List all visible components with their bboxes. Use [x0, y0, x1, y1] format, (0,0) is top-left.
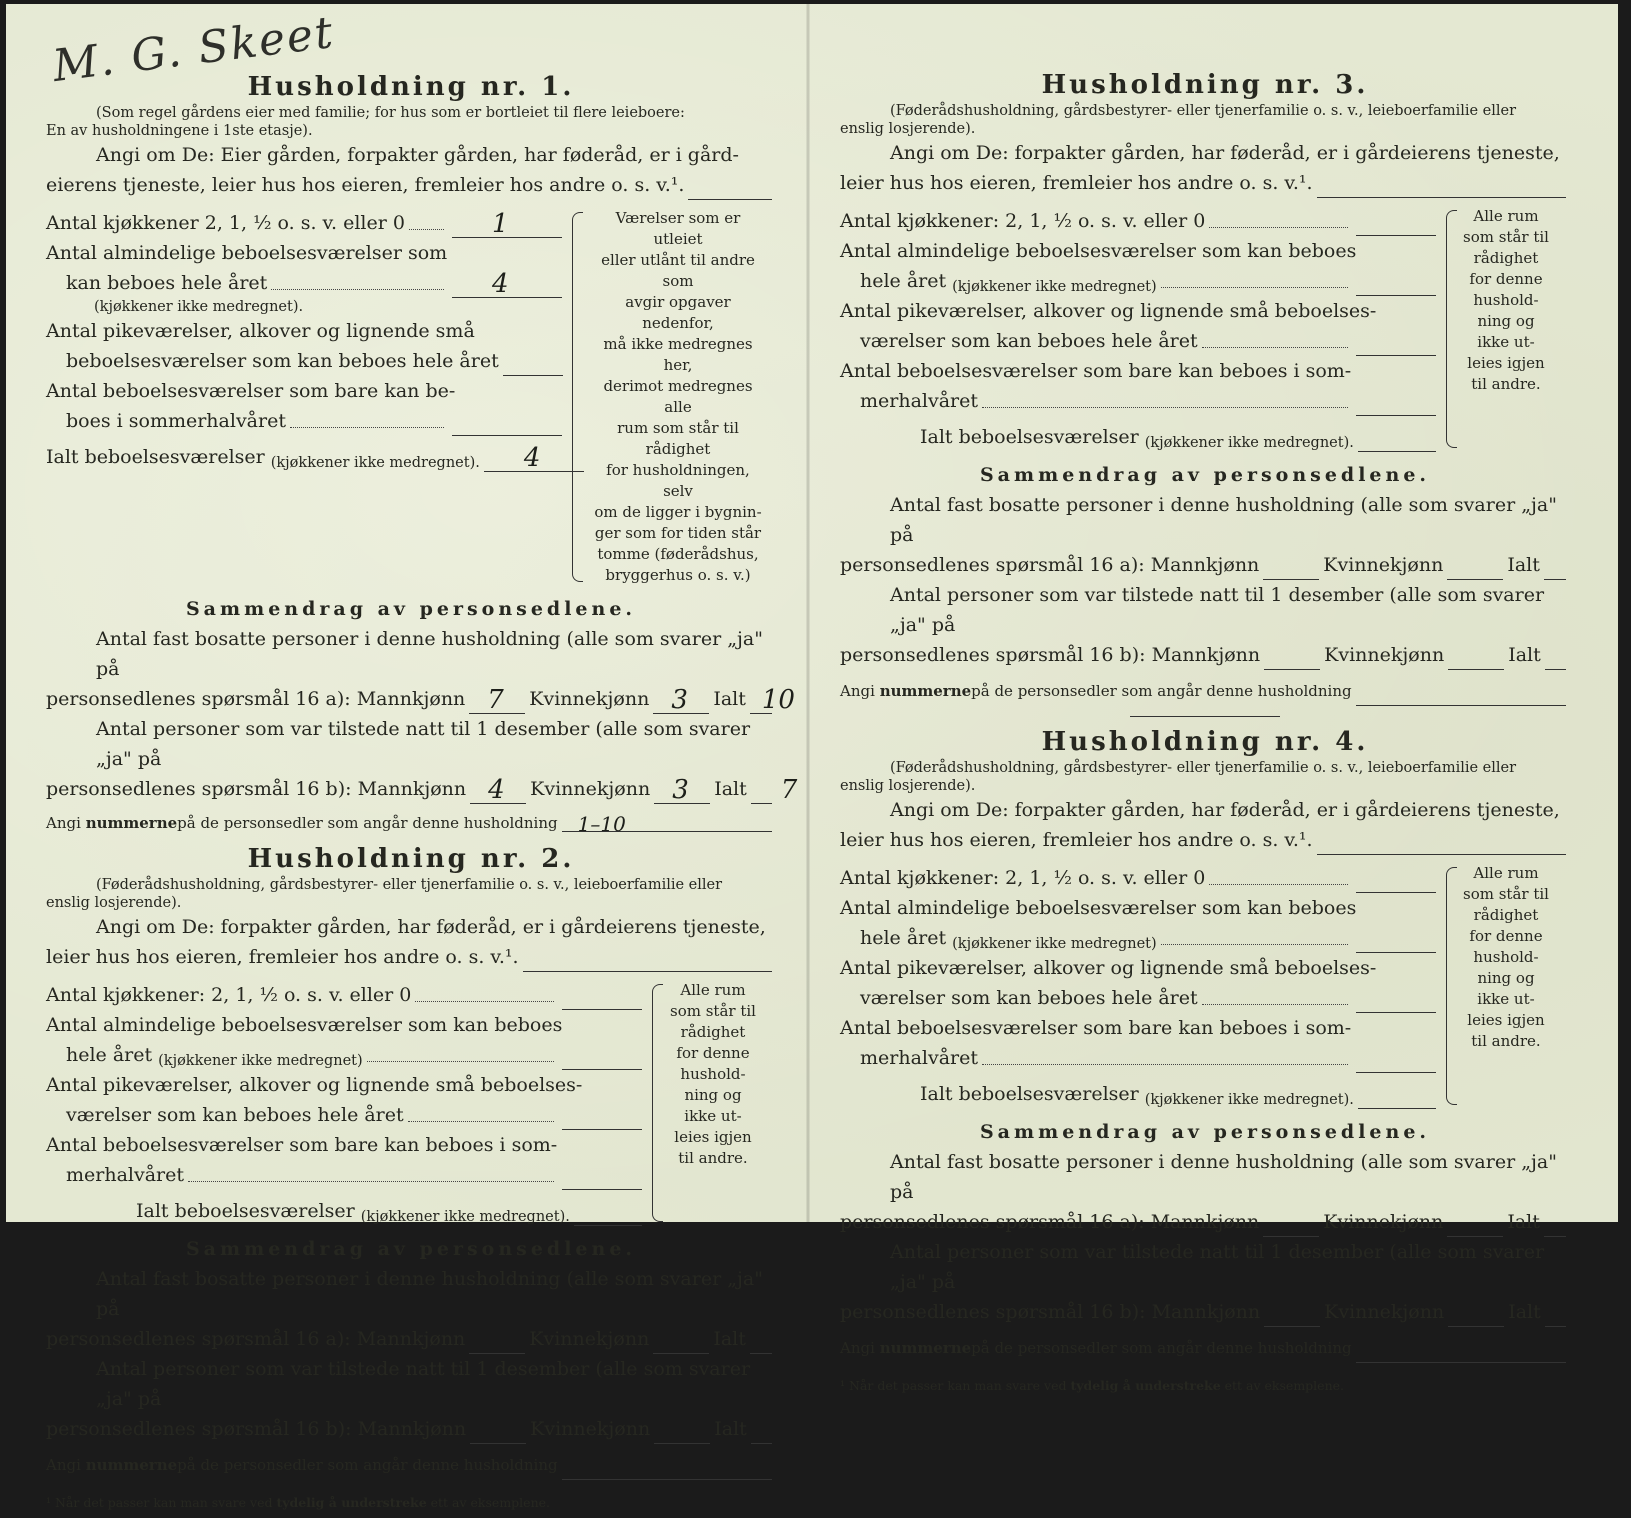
household-3-rooms: Antal kjøkkener: 2, 1, ½ o. s. v. eller 0 Antal almindelige beboelsesværelser som kan beboes hele året (kjøkkener ikke medregnet) Antal pikeværelser, alkover og lignende små beboelses- værelser som kan beboes hele året Antal beboelsesværelser som bare kan beboes i som- merhalvåret Ialt beboelsesværelser (kjøkkener ikke medregnet). Alle rum som står til rådighet for denne hushold- ning og ikke ut- leies igjen til andre.	[840, 207, 1549, 451]
household-4-maid-rooms-field[interactable]	[1356, 991, 1436, 1013]
household-2-kitchens-field[interactable]	[562, 988, 642, 1010]
household-4-b-male-field[interactable]	[1264, 1305, 1320, 1327]
household-1-kitchens-value: 1	[492, 209, 509, 239]
household-1-maid-rooms-field[interactable]	[503, 354, 563, 376]
household-2-maid-rooms-field[interactable]	[562, 1108, 642, 1130]
household-1-rooms-field[interactable]	[452, 269, 562, 299]
household-4-total-rooms-field[interactable]	[1358, 1087, 1436, 1109]
household-4-summer-rooms-field[interactable]	[1356, 1051, 1436, 1073]
household-1-b-total-field[interactable]: 7	[751, 782, 772, 804]
household-3-b-total-field[interactable]	[1545, 648, 1566, 670]
household-2-summary-title: Sammendrag av personsedlene.	[185, 1238, 637, 1260]
household-1-rooms-note: Værelser som er utleiet eller utlånt til andre som avgir opgaver nedenfor, må ikke medregnes her, derimot medregnes alle rum som står til rådighet for husholdningen, selv om de ligger i bygnin- ger som for tiden står tomme (føderådshus, bryggerhus o. s. v.)	[566, 208, 766, 586]
household-3-rooms-field[interactable]	[1356, 274, 1436, 296]
household-4-kitchens-field[interactable]	[1356, 871, 1436, 893]
household-1-status-field[interactable]	[688, 178, 772, 200]
household-4-a-male-field[interactable]	[1263, 1215, 1319, 1237]
household-1: Husholdning nr. 1. (Som regel gårdens eier med familie; for hus som er bortleiet til flere leieboere: En av husholdningene i 1ste etasje). Angi om De: Eier gården, forpakter gården, har føderåd, er i gård- eierens tjeneste, leier hus hos eieren, fremleier hos andre o. s. v.¹. Antal kjøkkener 2, 1, ½ o. s. v. eller 0 1 Antal almindelige beboelsesværelser som kan beboes hele året 4 (kjøkkener ikke medregnet). Antal pikeværelser, alkover og lignende små beboelsesværelser som kan beboes hele året Antal beboelsesværelser som bare kan be- boes i sommerhalvåret Ialt beboelsesværelser (kjøkkener ikke medregnet). 4 Værelser som er utleiet eller utlånt til andre som avgir opgaver nedenfor, må ikke medregnes her, derimot medregnes alle rum som står til rådighet for husholdningen, selv om de ligger i bygnin- ger som for tiden står tomme (føderådshus, bryggerhus o. s. v.) Sammendrag av personsedlene. Antal fast bosatte personer i denne husholdning (alle som svarer „ja" på personsedlenes spørsmål 16 a): Mannkjønn 7 Kvinnekjønn 3 Ialt 10 Antal personer som var tilstede natt til 1 desember (alle som svarer „ja" på personsedlenes spørsmål 16 b): Mannkjønn 4 Kvinnekjønn 3 Ialt 7 Angi nummerne på de personsedler som angår denne husholdning 1–10	[46, 72, 798, 836]
household-3-maid-rooms-field[interactable]	[1356, 334, 1436, 356]
household-4-instructions: (Føderådshusholdning, gårdsbestyrer- eller tjenerfamilie o. s. v., leieboerfamilie eller enslig losjerende).	[840, 760, 1517, 794]
household-4-rooms-field[interactable]	[1356, 931, 1436, 953]
household-4-a-total-field[interactable]	[1544, 1215, 1566, 1237]
household-1-rooms-value: 4	[492, 269, 509, 299]
household-4-b-female-field[interactable]	[1448, 1305, 1504, 1327]
household-1-instructions: (Som regel gårdens eier med familie; for hus som er bortleiet til flere leieboere: En av husholdningene i 1ste etasje).	[46, 105, 685, 139]
household-2-summer-rooms-field[interactable]	[562, 1168, 642, 1190]
household-3-total-rooms-field[interactable]	[1358, 430, 1436, 452]
household-1-title: Husholdning nr. 1.	[247, 72, 575, 102]
household-2-instructions: (Føderådshusholdning, gårdsbestyrer- eller tjenerfamilie o. s. v., leieboerfamilie eller enslig losjerende).	[46, 877, 723, 911]
household-2-b-male-field[interactable]	[470, 1422, 526, 1444]
divider	[1130, 716, 1280, 717]
household-1-summer-rooms-field[interactable]	[452, 414, 562, 436]
household-2-numbers-field[interactable]	[562, 1458, 772, 1480]
household-2-a-male-field[interactable]	[469, 1332, 525, 1354]
household-4-rooms-note: Alle rum som står til rådighet for denne hushold- ning og ikke ut- leies igjen til andre.	[1440, 863, 1550, 1109]
household-3-a-female-field[interactable]	[1447, 558, 1503, 580]
household-1-numbers-line: Angi nummerne på de personsedler som angår denne husholdning 1–10	[46, 810, 776, 832]
household-2-a-total-field[interactable]	[750, 1332, 772, 1354]
household-1-a-female-field[interactable]: 3	[653, 692, 709, 714]
household-3-a-male-field[interactable]	[1263, 558, 1319, 580]
household-1-numbers-field[interactable]: 1–10	[562, 810, 772, 832]
household-3-b-female-field[interactable]	[1448, 648, 1504, 670]
footnote-left: ¹ Når det passer kan man svare ved tydelig å understreke ett av eksemplene.	[46, 1495, 550, 1510]
household-4-status-field[interactable]	[1317, 833, 1566, 855]
household-4-b-total-field[interactable]	[1545, 1305, 1566, 1327]
household-4-title: Husholdning nr. 4.	[1041, 727, 1369, 757]
household-1-total-rooms-value: 4	[523, 443, 541, 473]
household-1-a-male-field[interactable]: 7	[469, 692, 525, 714]
household-3-a-total-field[interactable]	[1544, 558, 1566, 580]
household-2-total-rooms-field[interactable]	[574, 1204, 642, 1226]
household-4-numbers-field[interactable]	[1356, 1341, 1566, 1363]
household-4-summary-title: Sammendrag av personsedlene.	[979, 1121, 1431, 1143]
household-3-kitchens-field[interactable]	[1356, 214, 1436, 236]
household-3-title: Husholdning nr. 3.	[1041, 70, 1369, 100]
household-2-status-field[interactable]	[523, 950, 772, 972]
household-1-angi-line-1: Angi om De: Eier gården, forpakter gården, har føderåd, er i gård-	[96, 144, 739, 166]
household-3: Husholdning nr. 3. (Føderådshusholdning, gårdsbestyrer- eller tjenerfamilie o. s. v., leieboerfamilie eller enslig losjerende). Angi om De: forpakter gården, har føderåd, er i gårdeierens tjeneste, leier hus hos eieren, fremleier hos andre o. s. v.¹. Antal kjøkkener: 2, 1, ½ o. s. v. eller 0 Antal almindelige beboelsesværelser som kan beboes hele året (kjøkkener ikke medregnet) Antal pikeværelser, alkover og lignende små beboelses- værelser som kan beboes hele året Antal beboelsesværelser som bare kan beboes i som- merhalvåret Ialt beboelsesværelser (kjøkkener ikke medregnet). Alle rum som står til rådighet for denne hushold- ning og ikke ut- leies igjen til andre. Sammendrag av personsedlene. Antal fast bosatte personer i denne husholdning (alle som svarer „ja" på personsedlenes spørsmål 16 a): Mannkjønn Kvinnekjønn Ialt Antal personer som var tilstede natt til 1 desember (alle som svarer „ja" på personsedlenes spørsmål 16 b): Mannkjønn Kvinnekjønn Ialt Angi nummerne på de personsedler som angår denne husholdning	[840, 70, 1570, 717]
footnote-right: ¹ Når det passer kan man svare ved tydelig å understreke ett av eksemplene.	[840, 1378, 1344, 1393]
household-1-angi-line-2: eierens tjeneste, leier hus hos eieren, fremleier hos andre o. s. v.¹.	[46, 170, 776, 200]
household-3-summary-title: Sammendrag av personsedlene.	[979, 464, 1431, 486]
household-3-numbers-field[interactable]	[1356, 684, 1566, 706]
household-4-a-female-field[interactable]	[1447, 1215, 1503, 1237]
left-column	[46, 72, 798, 1518]
handwritten-name: M. G. Skeet	[49, 6, 338, 93]
household-2-rooms-note: Alle rum som står til rådighet for denne hushold- ning og ikke ut- leies igjen til andre.	[646, 980, 756, 1226]
household-3-rooms-note: Alle rum som står til rådighet for denne hushold- ning og ikke ut- leies igjen til andre.	[1440, 206, 1550, 452]
household-1-rooms: Antal kjøkkener 2, 1, ½ o. s. v. eller 0 1 Antal almindelige beboelsesværelser som kan beboes hele året 4 (kjøkkener ikke medregnet). Antal pikeværelser, alkover og lignende små beboelsesværelser som kan beboes hele året Antal beboelsesværelser som bare kan be- boes i sommerhalvåret Ialt beboelsesværelser (kjøkkener ikke medregnet). 4 Værelser som er utleiet eller utlånt til andre som avgir opgaver nedenfor, må ikke medregnes her, derimot medregnes alle rum som står til rådighet for husholdningen, selv om de ligger i bygnin- ger som for tiden står tomme (føderådshus, bryggerhus o. s. v.)	[46, 208, 776, 586]
household-2-rooms-field[interactable]	[562, 1048, 642, 1070]
page-fold	[806, 4, 810, 1222]
household-2-b-total-field[interactable]	[751, 1422, 772, 1444]
household-2-a-female-field[interactable]	[653, 1332, 709, 1354]
household-1-a-total-field[interactable]: 10	[750, 692, 772, 714]
household-4: Husholdning nr. 4. (Føderådshusholdning, gårdsbestyrer- eller tjenerfamilie o. s. v., leieboerfamilie eller enslig losjerende). Angi om De: forpakter gården, har føderåd, er i gårdeierens tjeneste, leier hus hos eieren, fremleier hos andre o. s. v.¹. Antal kjøkkener: 2, 1, ½ o. s. v. eller 0 Antal almindelige beboelsesværelser som kan beboes hele året (kjøkkener ikke medregnet) Antal pikeværelser, alkover og lignende små beboelses- værelser som kan beboes hele året Antal beboelsesværelser som bare kan beboes i som- merhalvåret Ialt beboelsesværelser (kjøkkener ikke medregnet). Alle rum som står til rådighet for denne hushold- ning og ikke ut- leies igjen til andre. Sammendrag av personsedlene. Antal fast bosatte personer i denne husholdning (alle som svarer „ja" på personsedlenes spørsmål 16 a): Mannkjønn Kvinnekjønn Ialt Antal personer som var tilstede natt til 1 desember (alle som svarer „ja" på personsedlenes spørsmål 16 b): Mannkjønn Kvinnekjønn Ialt Angi nummerne på de personsedler som angår denne husholdning ¹ Når det passer kan man svare ved tydelig å understreke ett av eksemplene.	[840, 727, 1570, 1401]
right-column	[840, 70, 1570, 1401]
household-3-instructions: (Føderådshusholdning, gårdsbestyrer- eller tjenerfamilie o. s. v., leieboerfamilie eller enslig losjerende).	[840, 103, 1517, 137]
household-3-summer-rooms-field[interactable]	[1356, 394, 1436, 416]
household-1-resident-counts: personsedlenes spørsmål 16 a): Mannkjønn 7 Kvinnekjønn 3 Ialt 10	[46, 685, 795, 715]
household-2-title: Husholdning nr. 2.	[247, 844, 575, 874]
household-1-b-male-field[interactable]: 4	[470, 782, 526, 804]
household-4-rooms: Antal kjøkkener: 2, 1, ½ o. s. v. eller 0 Antal almindelige beboelsesværelser som kan beboes hele året (kjøkkener ikke medregnet) Antal pikeværelser, alkover og lignende små beboelses- værelser som kan beboes hele året Antal beboelsesværelser som bare kan beboes i som- merhalvåret Ialt beboelsesværelser (kjøkkener ikke medregnet). Alle rum som står til rådighet for denne hushold- ning og ikke ut- leies igjen til andre.	[840, 864, 1549, 1108]
household-2-rooms: Antal kjøkkener: 2, 1, ½ o. s. v. eller 0 Antal almindelige beboelsesværelser som kan beboes hele året (kjøkkener ikke medregnet) Antal pikeværelser, alkover og lignende små beboelses- værelser som kan beboes hele året Antal beboelsesværelser som bare kan beboes i som- merhalvåret Ialt beboelsesværelser (kjøkkener ikke medregnet). Alle rum som står til rådighet for denne hushold- ning og ikke ut- leies igjen til andre.	[46, 981, 756, 1225]
household-2-b-female-field[interactable]	[654, 1422, 710, 1444]
household-2: Husholdning nr. 2. (Føderådshusholdning, gårdsbestyrer- eller tjenerfamilie o. s. v., leieboerfamilie eller enslig losjerende). Angi om De: forpakter gården, har føderåd, er i gårdeierens tjeneste, leier hus hos eieren, fremleier hos andre o. s. v.¹. Antal kjøkkener: 2, 1, ½ o. s. v. eller 0 Antal almindelige beboelsesværelser som kan beboes hele året (kjøkkener ikke medregnet) Antal pikeværelser, alkover og lignende små beboelses- værelser som kan beboes hele året Antal beboelsesværelser som bare kan beboes i som- merhalvåret Ialt beboelsesværelser (kjøkkener ikke medregnet). Alle rum som står til rådighet for denne hushold- ning og ikke ut- leies igjen til andre. Sammendrag av personsedlene. Antal fast bosatte personer i denne husholdning (alle som svarer „ja" på personsedlenes spørsmål 16 a): Mannkjønn Kvinnekjønn Ialt Antal personer som var tilstede natt til 1 desember (alle som svarer „ja" på personsedlenes spørsmål 16 b): Mannkjønn Kvinnekjønn Ialt Angi nummerne på de personsedler som angår denne husholdning ¹ Når det passer kan man svare ved tydelig å understreke ett av eksemplene.	[46, 844, 776, 1518]
household-3-b-male-field[interactable]	[1264, 648, 1320, 670]
household-1-summary-title: Sammendrag av personsedlene.	[185, 598, 637, 620]
household-3-status-field[interactable]	[1317, 176, 1566, 198]
household-1-kitchens-field[interactable]	[452, 209, 562, 239]
household-1-b-female-field[interactable]: 3	[654, 782, 710, 804]
household-1-present-counts: personsedlenes spørsmål 16 b): Mannkjønn 4 Kvinnekjønn 3 Ialt 7	[46, 775, 798, 805]
